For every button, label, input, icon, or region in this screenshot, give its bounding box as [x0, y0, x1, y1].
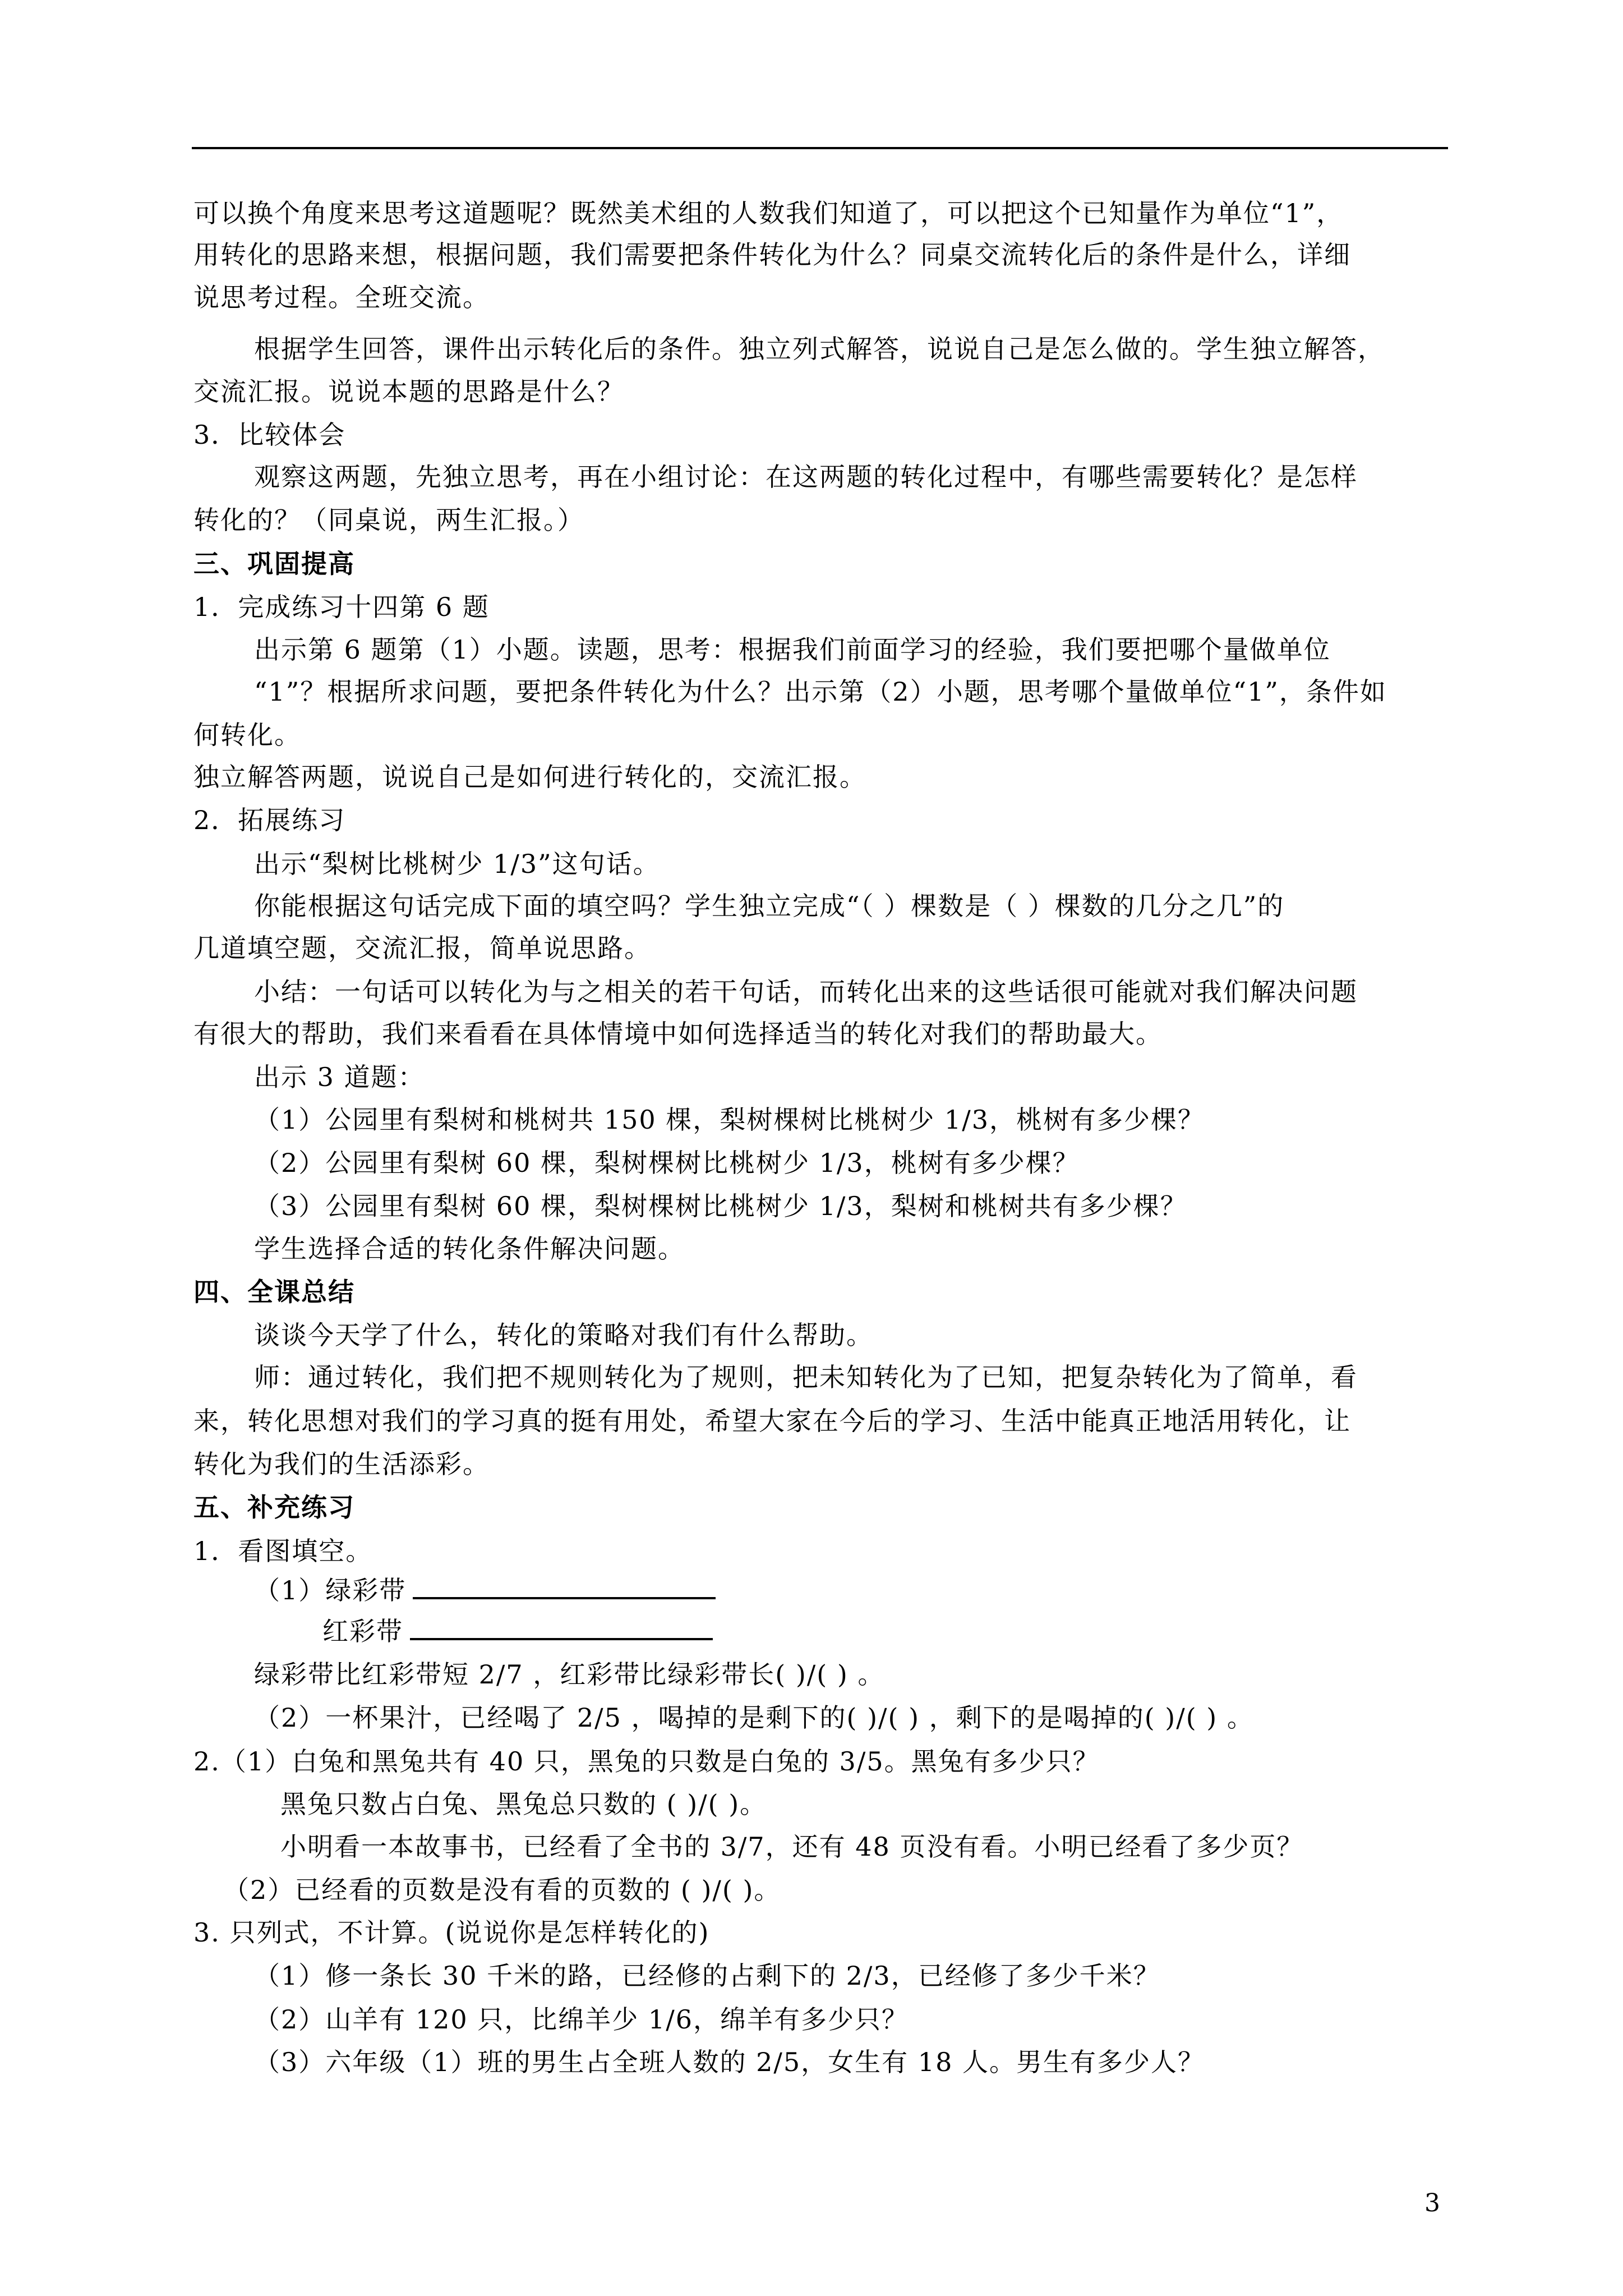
text-line: 3. 只列式，不计算。(说说你是怎样转化的): [193, 1917, 710, 1948]
section-heading: 四、全课总结: [193, 1277, 355, 1307]
text-line: 出示“梨树比桃树少 1/3”这句话。: [254, 849, 660, 879]
red-ribbon-row: [322, 1614, 713, 1648]
text-line: “1”？根据所求问题，要把条件转化为什么？出示第（2）小题，思考哪个量做单位“1”，条件如: [254, 677, 1387, 707]
text-line: （1）公园里有梨树和桃树共 150 棵，梨树棵树比桃树少 1/3，桃树有多少棵？: [254, 1105, 1205, 1135]
text-line: 可以换个角度来思考这道题呢？既然美术组的人数我们知道了，可以把这个已知量作为单位“1”，: [193, 198, 1344, 228]
text-line: 转化的？（同桌说，两生汇报。）: [193, 505, 584, 535]
text-line: 1．看图填空。: [193, 1536, 373, 1566]
text-line: 观察这两题，先独立思考，再在小组讨论：在这两题的转化过程中，有哪些需要转化？是怎样: [254, 462, 1358, 492]
text-line: 独立解答两题，说说自己是如何进行转化的，交流汇报。: [193, 762, 866, 792]
text-line: 2．拓展练习: [193, 805, 346, 835]
text-line: （3）六年级（1）班的男生占全班人数的 2/5，女生有 18 人。男生有多少人？: [254, 2047, 1205, 2077]
text-line: 转化为我们的生活添彩。: [193, 1449, 490, 1479]
text-line: （2）公园里有梨树 60 棵，梨树棵树比桃树少 1/3，桃树有多少棵？: [254, 1148, 1080, 1178]
text-line: 说思考过程。全班交流。: [193, 282, 490, 312]
text-line: （2）一杯果汁，已经喝了 2/5 ，喝掉的是剩下的( )/( ) ，剩下的是喝掉的( )/( ) 。: [254, 1703, 1254, 1733]
text-line: 有很大的帮助，我们来看看在具体情境中如何选择适当的转化对我们的帮助最大。: [193, 1019, 1163, 1049]
red-ribbon-label: 红彩带: [322, 1616, 403, 1646]
text-line: 几道填空题，交流汇报，简单说思路。: [193, 933, 651, 963]
section-heading: 五、补充练习: [193, 1492, 355, 1522]
text-line: 绿彩带比红彩带短 2/7 ，红彩带比绿彩带长( )/( ) 。: [254, 1659, 885, 1690]
section-heading: 三、巩固提高: [193, 549, 355, 579]
text-line: （3）公园里有梨树 60 棵，梨树棵树比桃树少 1/3，梨树和桃树共有多少棵？: [254, 1191, 1187, 1221]
text-line: 何转化。: [193, 720, 301, 750]
text-line: 谈谈今天学了什么，转化的策略对我们有什么帮助。: [254, 1320, 873, 1350]
green-ribbon-line: [413, 1575, 716, 1599]
text-line: （2）已经看的页数是没有看的页数的 ( )/( )。: [223, 1875, 781, 1905]
text-line: 学生选择合适的转化条件解决问题。: [254, 1234, 685, 1264]
text-line: 黑兔只数占白兔、黑兔总只数的 ( )/( )。: [280, 1789, 767, 1819]
text-line: 1．完成练习十四第 6 题: [193, 592, 490, 622]
green-ribbon-row: [254, 1573, 716, 1607]
green-ribbon-label: （1）绿彩带: [254, 1575, 407, 1605]
text-line: 师：通过转化，我们把不规则转化为了规则，把未知转化为了已知，把复杂转化为了简单，看: [254, 1362, 1358, 1392]
header-rule: [192, 147, 1448, 149]
text-line: （1）修一条长 30 千米的路，已经修的占剩下的 2/3，已经修了多少千米？: [254, 1961, 1160, 1991]
text-line: 2.（1）白兔和黑兔共有 40 只，黑兔的只数是白兔的 3/5。黑兔有多少只？: [193, 1746, 1100, 1777]
text-line: 出示第 6 题第（1）小题。读题，思考：根据我们前面学习的经验，我们要把哪个量做单位: [254, 634, 1331, 665]
text-line: 根据学生回答，课件出示转化后的条件。独立列式解答，说说自己是怎么做的。学生独立解答，: [254, 334, 1385, 364]
text-line: 3．比较体会: [193, 420, 346, 450]
red-ribbon-line: [410, 1616, 713, 1640]
page-number: 3: [1424, 2189, 1440, 2217]
text-line: 交流汇报。说说本题的思路是什么？: [193, 376, 624, 407]
text-line: （2）山羊有 120 只，比绵羊少 1/6，绵羊有多少只？: [254, 2004, 909, 2035]
text-line: 用转化的思路来想，根据问题，我们需要把条件转化为什么？同桌交流转化后的条件是什么，详细: [193, 240, 1351, 270]
text-line: 你能根据这句话完成下面的填空吗？学生独立完成“（ ）棵数是（ ）棵数的几分之几”的: [254, 891, 1285, 921]
text-line: 出示 3 道题：: [254, 1062, 425, 1092]
text-line: 小结：一句话可以转化为与之相关的若干句话，而转化出来的这些话很可能就对我们解决问题: [254, 977, 1358, 1007]
text-line: 来，转化思想对我们的学习真的挺有用处，希望大家在今后的学习、生活中能真正地活用转化，让: [193, 1406, 1351, 1436]
text-line: 小明看一本故事书，已经看了全书的 3/7，还有 48 页没有看。小明已经看了多少页？: [280, 1832, 1304, 1862]
